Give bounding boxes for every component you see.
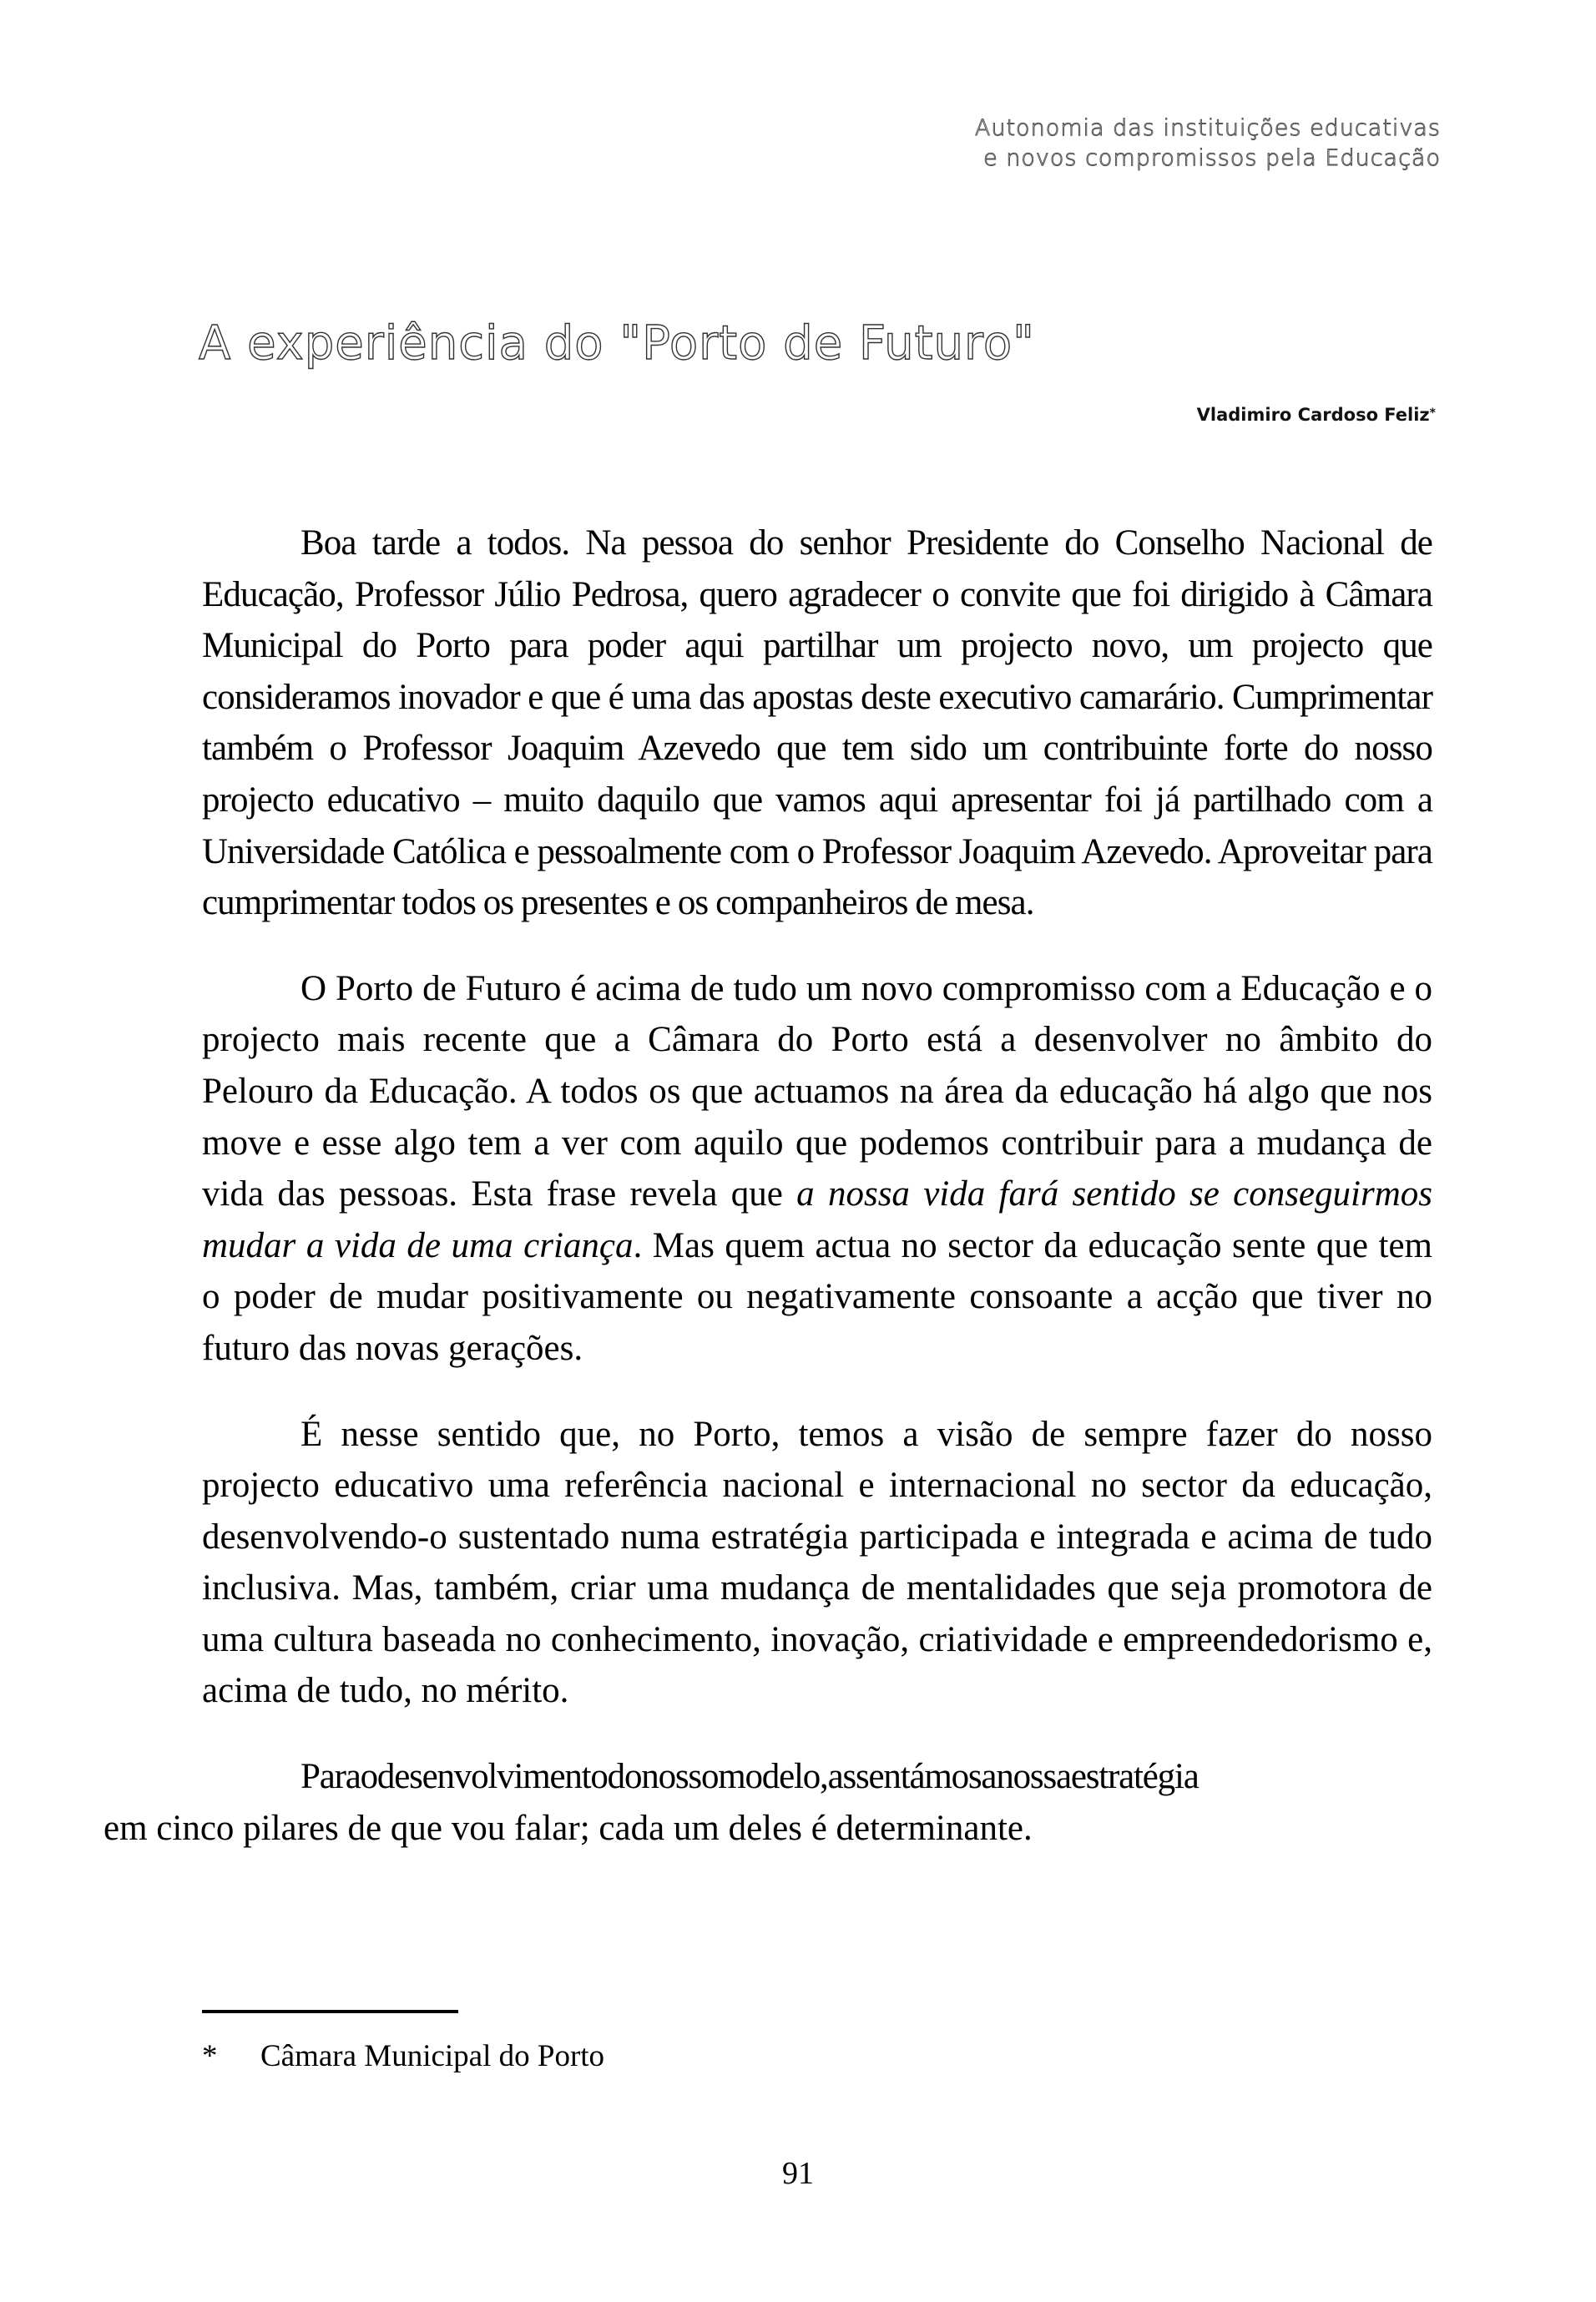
paragraph-2-text-start: O Porto de Futuro é acima de tudo um novo compromisso com a Educação e o projecto mais recente que a Câmara do Porto está a desenvolver no âmbito do Pelouro da Educação. A todos os que actuamos na área da educação há algo que nos move e esse algo tem a ver com aquilo que podemos contribuir para a mudança de vida das pessoas. Esta frase revela que [202, 968, 1432, 1214]
author-name: Vladimiro Cardoso Feliz [1196, 405, 1430, 425]
paragraph-2-text-end: . Mas quem actua no sector da educação sente que tem o poder de mudar positivamente ou negativamente consoante a acção que tiver no futuro das novas gerações. [202, 1225, 1433, 1368]
paragraph-1: Boa tarde a todos. Na pessoa do senhor Presidente do Conselho Nacional de Educação, Professor Júlio Pedrosa, quero agradecer o convite que foi dirigido à Câmara Municipal do Porto para poder aqui partilhar um projecto novo, um projecto que consideramos inovador e que é uma das apostas deste executivo camarário. Cumprimentar também o Professor Joaquim Azevedo que tem sido um contribuinte forte do nosso projecto educativo – muito daquilo que vamos aqui apresentar foi já partilhado com a Universidade Católica e pessoalmente com o Professor Joaquim Azevedo. Aproveitar para cumprimentar todos os presentes e os companheiros de mesa. [202, 523, 1432, 923]
article-title: A experiência do "Porto de Futuro" [199, 316, 1035, 371]
footnote-separator [202, 2010, 458, 2013]
author-line [1197, 403, 1436, 427]
running-header-line-2: e novos compromissos pela Educação [983, 145, 1441, 171]
paragraph-4-line-1: Paraodesenvolvimentodonossomodelo,assentámosanossaestratégia [301, 1757, 1199, 1797]
page-number: 91 [782, 2156, 814, 2191]
footnote [202, 2037, 604, 2077]
article-body [104, 517, 1433, 1888]
running-header [975, 114, 1441, 174]
paragraph-3: É nesse sentido que, no Porto, temos a visão de sempre fazer do nosso projecto educativo uma referência nacional e internacional no sector da educação, desenvolvendo-o sustentado numa estratégia participada e integrada e acima de tudo inclusiva. Mas, também, criar uma mudança de mentalidades que seja promotora de uma cultura baseada no conhecimento, inovação, criatividade e empreendedorismo e, acima de tudo, no mérito. [202, 1414, 1432, 1711]
author-footnote-marker: * [1429, 406, 1436, 420]
footnote-marker: * [202, 2039, 218, 2073]
footnote-text: Câmara Municipal do Porto [260, 2039, 605, 2073]
running-header-line-1: Autonomia das instituições educativas [974, 115, 1441, 141]
paragraph-4-line-2: em cinco pilares de que vou falar; cada um deles é determinante. [104, 1808, 1033, 1848]
paragraph-2 [202, 963, 1432, 1375]
paragraph-2-italic-quote: a nossa vida fará sentido se conseguirmos mudar a vida de uma criança [202, 1174, 1432, 1265]
paragraph-4 [104, 1751, 1432, 1854]
